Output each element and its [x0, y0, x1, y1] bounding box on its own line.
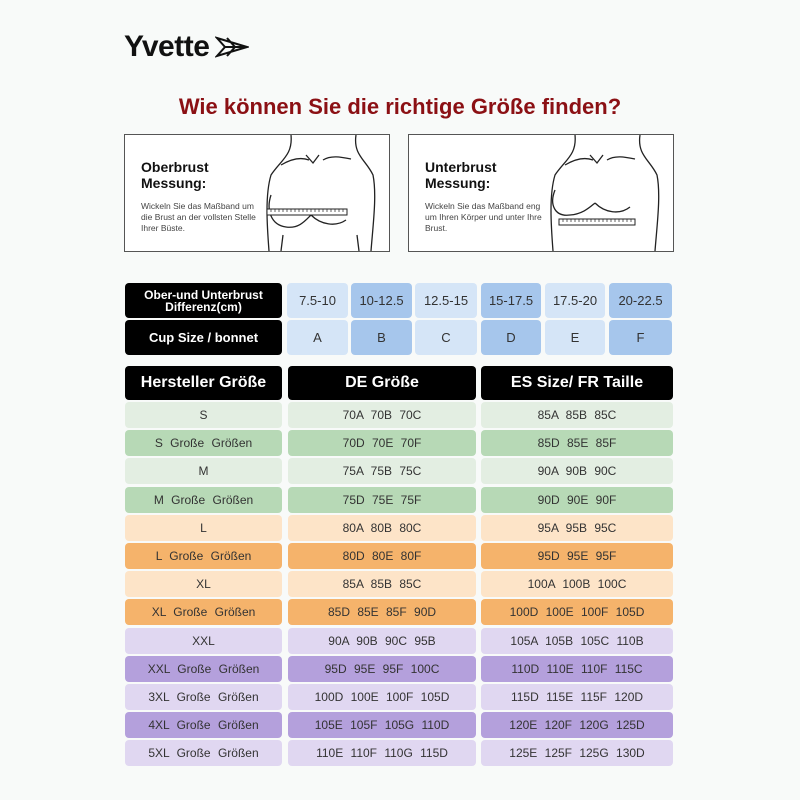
- de-size: 75A 75B 75C: [288, 458, 476, 484]
- es-fr-size: 85D 85E 85F: [481, 430, 673, 456]
- manufacturer-size: L Große Größen: [125, 543, 282, 569]
- de-size: 75D 75E 75F: [288, 487, 476, 513]
- de-size: 70D 70E 70F: [288, 430, 476, 456]
- cup-size: E: [545, 320, 605, 355]
- difference-label: Ober-und Unterbrust Differenz(cm): [125, 283, 282, 318]
- es-fr-size: 90A 90B 90C: [481, 458, 673, 484]
- de-size: 110E 110F 110G 115D: [288, 740, 476, 766]
- es-fr-size: 105A 105B 105C 110B: [481, 628, 673, 654]
- difference-range: 7.5-10: [287, 283, 348, 318]
- de-size: 85D 85E 85F 90D: [288, 599, 476, 625]
- es-fr-size: 90D 90E 90F: [481, 487, 673, 513]
- manufacturer-size: XXL: [125, 628, 282, 654]
- de-size: 70A 70B 70C: [288, 402, 476, 428]
- difference-range: 20-22.5: [609, 283, 672, 318]
- manufacturer-size: 3XL Große Größen: [125, 684, 282, 710]
- cup-size: B: [351, 320, 412, 355]
- brand-name: Yvette: [124, 30, 210, 63]
- brand-logo: [124, 30, 249, 64]
- header-es-fr-size: ES Size/ FR Taille: [481, 366, 673, 400]
- difference-range: 15-17.5: [481, 283, 541, 318]
- es-fr-size: 100A 100B 100C: [481, 571, 673, 597]
- overbust-heading: Oberbrust Messung:: [141, 159, 209, 191]
- paper-plane-icon: [215, 36, 249, 58]
- cup-size-label: Cup Size / bonnet: [125, 320, 282, 355]
- difference-range: 12.5-15: [415, 283, 477, 318]
- page-title: Wie können Sie die richtige Größe finden?: [178, 94, 622, 119]
- difference-range: 17.5-20: [545, 283, 605, 318]
- de-size: 85A 85B 85C: [288, 571, 476, 597]
- manufacturer-size: 5XL Große Größen: [125, 740, 282, 766]
- manufacturer-size: XL: [125, 571, 282, 597]
- cup-size: F: [609, 320, 672, 355]
- manufacturer-size: L: [125, 515, 282, 541]
- header-manufacturer-size: Hersteller Größe: [125, 366, 282, 400]
- underbust-figure-icon: [545, 135, 665, 251]
- cup-size: D: [481, 320, 541, 355]
- es-fr-size: 100D 100E 100F 105D: [481, 599, 673, 625]
- cup-size: C: [415, 320, 477, 355]
- es-fr-size: 115D 115E 115F 120D: [481, 684, 673, 710]
- es-fr-size: 95D 95E 95F: [481, 543, 673, 569]
- manufacturer-size: 4XL Große Größen: [125, 712, 282, 738]
- de-size: 95D 95E 95F 100C: [288, 656, 476, 682]
- es-fr-size: 120E 120F 120G 125D: [481, 712, 673, 738]
- de-size: 90A 90B 90C 95B: [288, 628, 476, 654]
- header-de-size: DE Größe: [288, 366, 476, 400]
- overbust-text: Wickeln Sie das Maßband um die Brust an der vollsten Stelle Ihrer Büste.: [141, 201, 256, 233]
- es-fr-size: 85A 85B 85C: [481, 402, 673, 428]
- es-fr-size: 95A 95B 95C: [481, 515, 673, 541]
- de-size: 80D 80E 80F: [288, 543, 476, 569]
- overbust-card: [124, 134, 390, 252]
- de-size: 100D 100E 100F 105D: [288, 684, 476, 710]
- cup-size: A: [287, 320, 348, 355]
- underbust-card: [408, 134, 674, 252]
- manufacturer-size: M: [125, 458, 282, 484]
- manufacturer-size: S: [125, 402, 282, 428]
- es-fr-size: 125E 125F 125G 130D: [481, 740, 673, 766]
- underbust-text: Wickeln Sie das Maßband eng um Ihren Körper und unter Ihre Brust.: [425, 201, 542, 233]
- manufacturer-size: S Große Größen: [125, 430, 282, 456]
- underbust-heading: Unterbrust Messung:: [425, 159, 497, 191]
- overbust-figure-icon: [261, 135, 381, 251]
- manufacturer-size: XXL Große Größen: [125, 656, 282, 682]
- de-size: 105E 105F 105G 110D: [288, 712, 476, 738]
- es-fr-size: 110D 110E 110F 115C: [481, 656, 673, 682]
- difference-range: 10-12.5: [351, 283, 412, 318]
- manufacturer-size: M Große Größen: [125, 487, 282, 513]
- manufacturer-size: XL Große Größen: [125, 599, 282, 625]
- de-size: 80A 80B 80C: [288, 515, 476, 541]
